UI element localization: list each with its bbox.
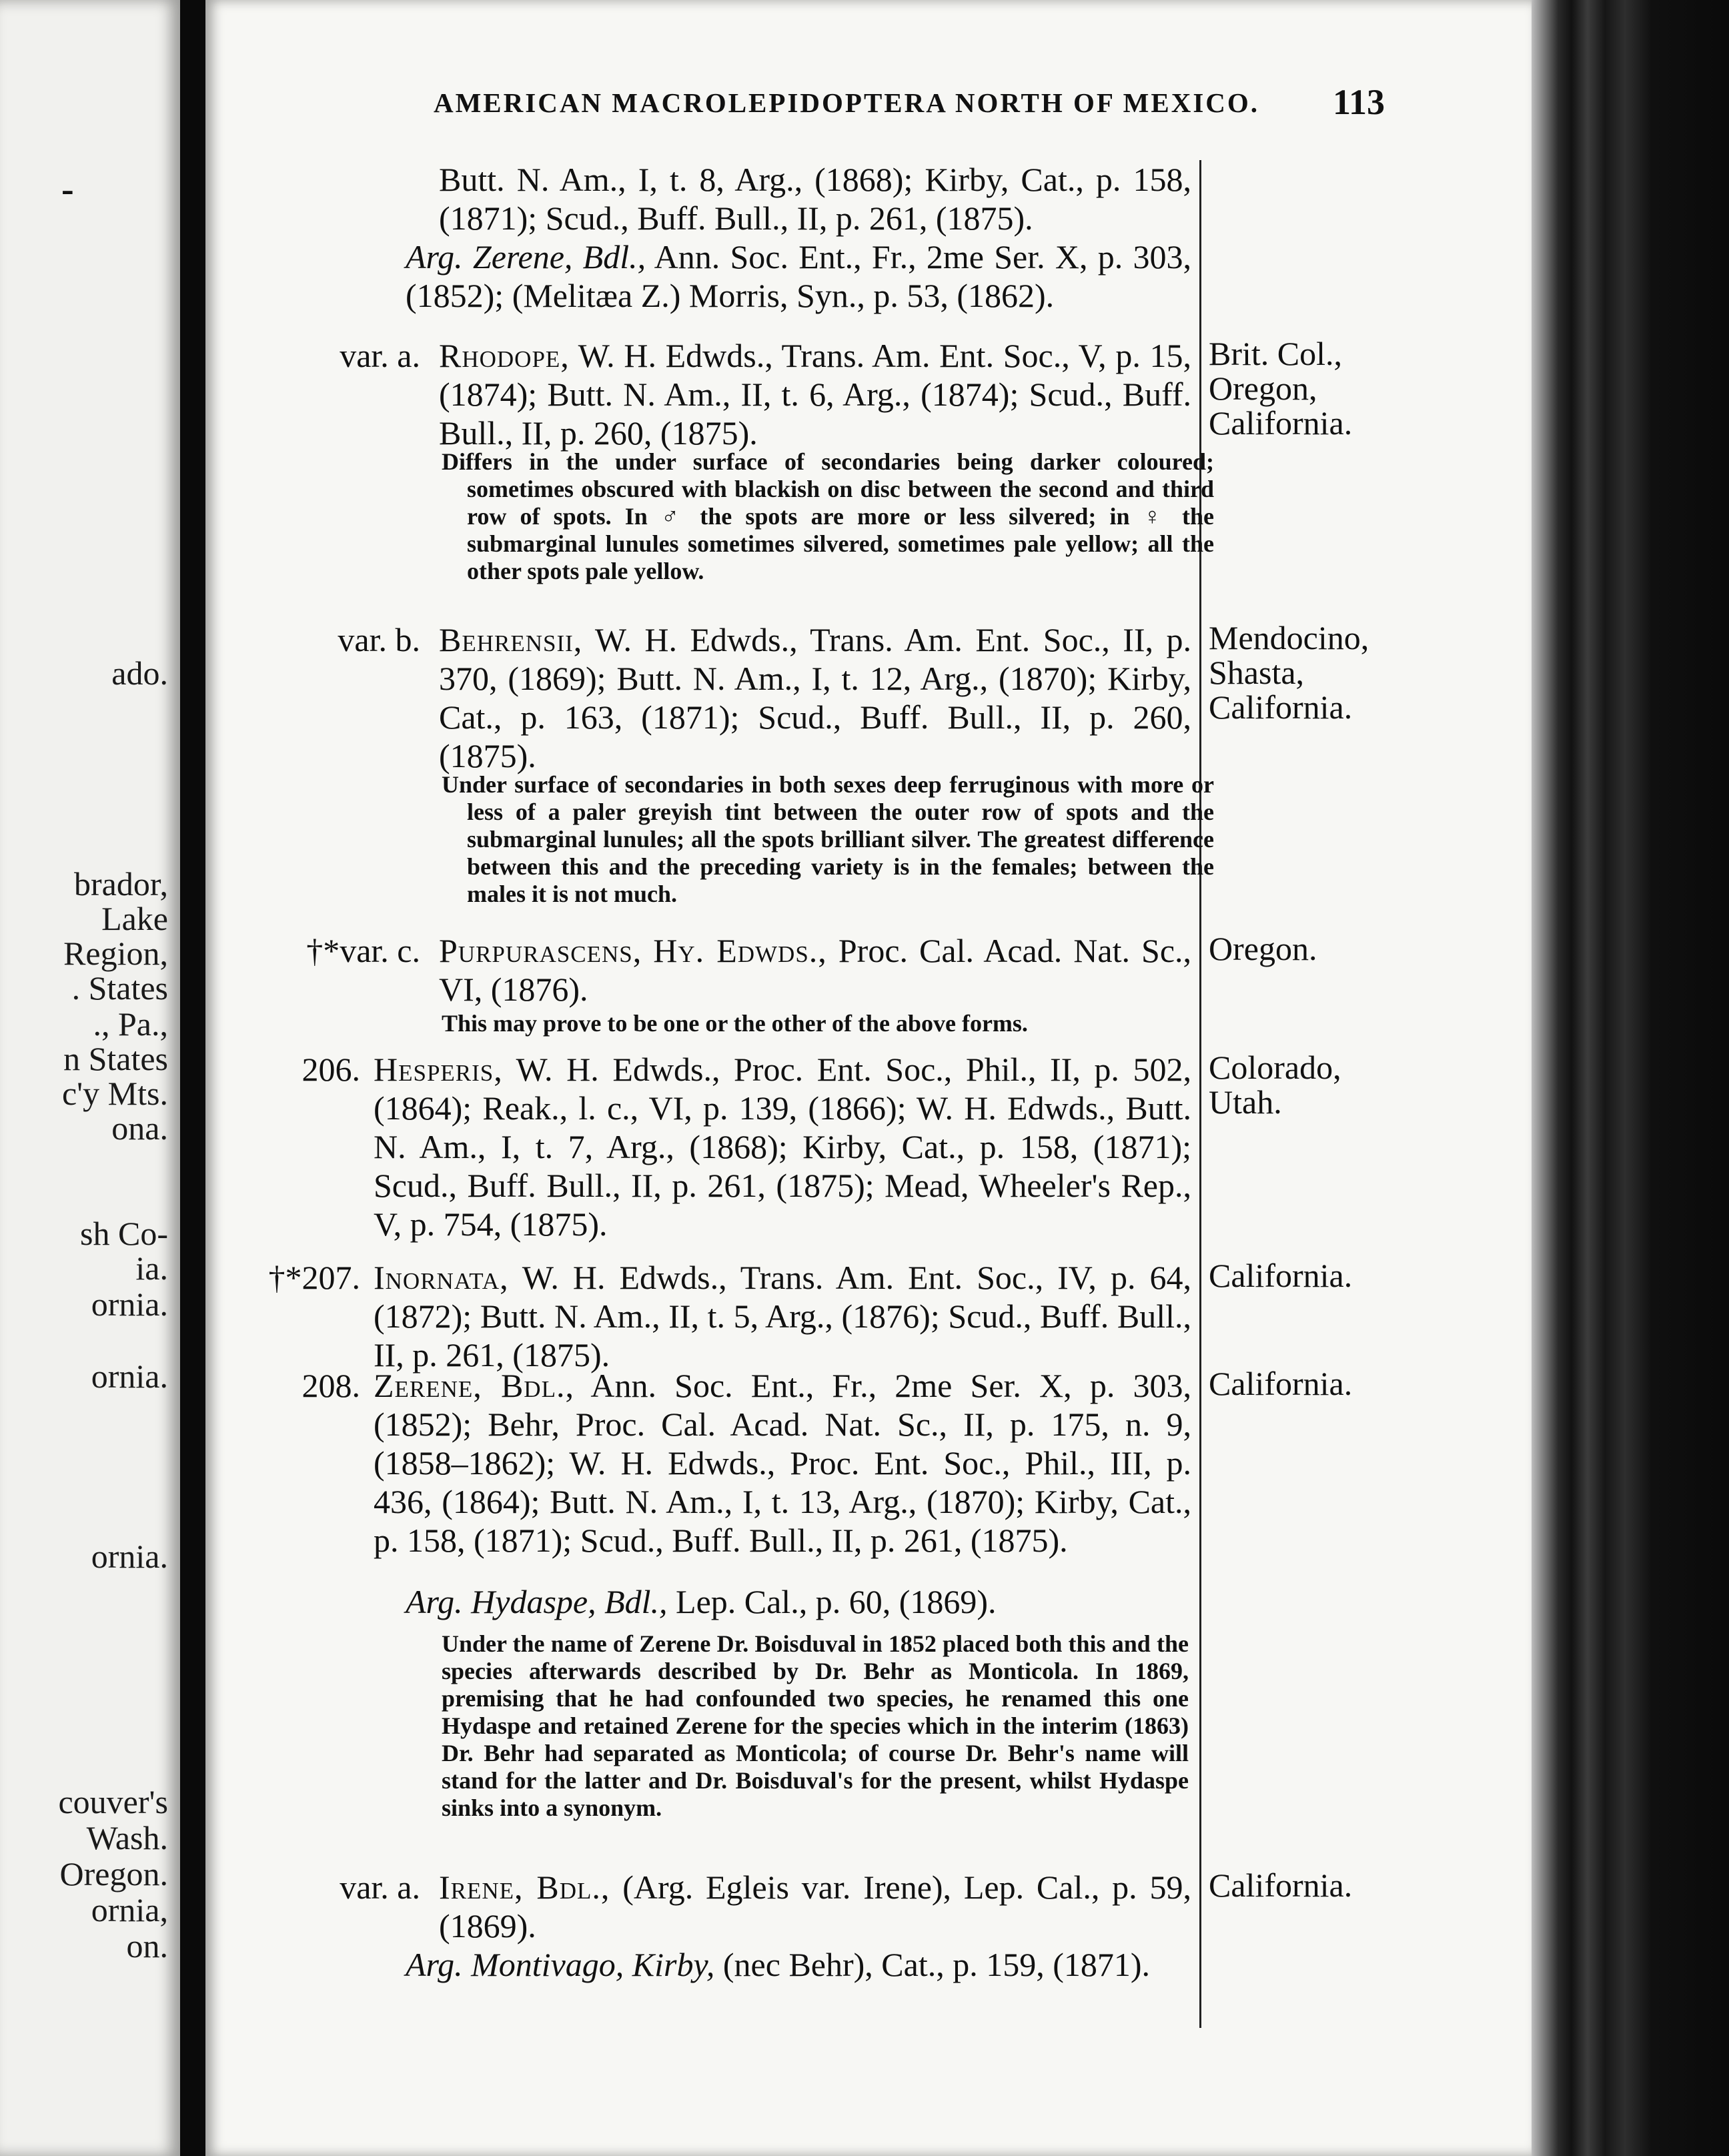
synonym-text: Lep. Cal., p. 60, (1869).: [676, 1583, 997, 1620]
synonym-line: [406, 1945, 1191, 1984]
entry-locality: Brit. Col., Oregon, California.: [1209, 335, 1353, 442]
species-name: Hesperis,: [374, 1051, 503, 1088]
left-fragment: n States: [63, 1040, 168, 1077]
left-fragment: ornia,: [91, 1891, 168, 1929]
left-fragment: ona.: [111, 1109, 168, 1147]
entry-text: Purpurascens, Hy. Edwds., Proc. Cal. Acad. Nat. Sc., VI, (1876).: [439, 932, 1192, 1008]
entry-text: Rhodope, W. H. Edwds., Trans. Am. Ent. Soc., V, p. 15, (1874); Butt. N. Am., II, t. 6, Arg., (1874); Scud., Buff. Bull., II, p. 260, (1875).: [439, 337, 1191, 452]
entry-note: Under surface of secondaries in both sexes deep ferruginous with more or less of a paler greyish tint between the outer row of spots and the submarginal lunules; all the spots brilliant silver. The greatest difference between this and the preceding variety is in the females; between the males it is not much.: [442, 771, 1214, 907]
synonym-name: Arg. Montivago, Kirby,: [406, 1946, 715, 1983]
left-fragment: Wash.: [86, 1819, 168, 1856]
page-number: 113: [1332, 82, 1385, 122]
left-fragment: ia.: [135, 1249, 168, 1287]
synonym-text: (nec Behr), Cat., p. 159, (1871).: [722, 1946, 1151, 1983]
synonym-name: Arg. Zerene, Bdl.,: [406, 238, 646, 276]
entry-number: †*var. c.: [306, 932, 420, 969]
left-fragment: brador,: [74, 865, 168, 903]
entry-number: 208.: [302, 1367, 360, 1404]
entry-number: var. a.: [340, 1868, 420, 1906]
left-fragment: ornia.: [91, 1358, 168, 1395]
left-fragment: Lake: [101, 900, 168, 937]
author-name: Hy. Edwds.,: [653, 932, 827, 969]
entry-text: Hesperis, W. H. Edwds., Proc. Ent. Soc., Phil., II, p. 502, (1864); Reak., l. c., VI, p. 139, (1866); W. H. Edwds., Butt. N. Am., I, t. 7, Arg., (1868); Kirby, Cat., p. 158, (1871); Scud., Buff. Bull., II, p. 261, (1875); Mead, Wheeler's Rep., V, p. 754, (1875).: [374, 1051, 1191, 1243]
left-fragment: Oregon.: [59, 1855, 168, 1893]
left-fragment: c'y Mts.: [61, 1075, 168, 1112]
entry-number: var. a.: [340, 337, 420, 374]
entry-locality: Oregon.: [1209, 930, 1317, 967]
left-fragment: ado.: [111, 654, 168, 692]
synonym-text: Ann. Soc. Ent., Fr., 2me Ser. X, p. 303, (1852); (Melitæa Z.) Morris, Syn., p. 53, (1862).: [406, 238, 1191, 314]
left-fragment: sh Co-: [80, 1215, 168, 1252]
left-fragment: on.: [126, 1927, 168, 1965]
locality-column-rule: [1199, 160, 1201, 2028]
entry-text: Irene, Bdl., (Arg. Egleis var. Irene), Lep. Cal., p. 59, (1869).: [439, 1868, 1191, 1945]
left-fragment: . States: [71, 969, 168, 1007]
synonym-name: Arg. Hydaspe, Bdl.,: [406, 1583, 668, 1620]
left-fragment: ornia.: [91, 1285, 168, 1323]
entry-locality: Colorado, Utah.: [1209, 1049, 1341, 1121]
entry-locality: California.: [1209, 1365, 1353, 1402]
entry-note: This may prove to be one or the other of the above forms.: [442, 1010, 1028, 1037]
book-gutter: [1532, 0, 1729, 2156]
entry-note: Differs in the under surface of secondaries being darker coloured; sometimes obscured with blackish on disc between the second and third row of spots. In ♂ the spots are more or less silvered; in ♀ the submarginal lunules sometimes silvered, sometimes pale yellow; all the other spots pale yellow.: [442, 448, 1214, 584]
left-fragment: ornia.: [91, 1538, 168, 1575]
left-fragment: Region,: [63, 935, 168, 972]
entry-number: †*207.: [268, 1259, 360, 1296]
synonym-line: [406, 237, 1191, 315]
entry-locality: California.: [1209, 1257, 1353, 1294]
species-name: Irene, Bdl.,: [439, 1868, 610, 1906]
entry-text: Zerene, Bdl., Ann. Soc. Ent., Fr., 2me Ser. X, p. 303, (1852); Behr, Proc. Cal. Acad. Nat. Sc., II, p. 175, n. 9, (1858–1862); W. H. Edwds., Proc. Ent. Soc., Phil., III, p. 436, (1864); Butt. N. Am., I, t. 13, Arg., (1870); Kirby, Cat., p. 158, (1871); Scud., Buff. Bull., II, p. 261, (1875).: [374, 1367, 1191, 1559]
species-name: Rhodope,: [439, 337, 570, 374]
synonym-line: [406, 1582, 1191, 1621]
left-page-dash: -: [61, 169, 74, 210]
entry-number: 206.: [302, 1051, 360, 1088]
entry-text: Butt. N. Am., I, t. 8, Arg., (1868); Kirby, Cat., p. 158, (1871); Scud., Buff. Bull., II, p. 261, (1875).: [439, 161, 1191, 237]
left-fragment: ., Pa.,: [93, 1005, 168, 1043]
entry-locality: California.: [1209, 1866, 1353, 1904]
entry-note: Under the name of Zerene Dr. Boisduval in 1852 placed both this and the species afterwards described by Dr. Behr as Monticola. In 1869, premising that he had confounded two species, he renamed this one Hydaspe and retained Zerene for the species which in the interim (1863) Dr. Behr had separated as Monticola; of course Dr. Behr's name will stand for the latter and Dr. Boisduval's for the present, whilst Hydaspe sinks into a synonym.: [442, 1630, 1189, 1821]
running-title: AMERICAN MACROLEPIDOPTERA NORTH OF MEXICO.: [434, 87, 1260, 118]
species-name: Inornata,: [374, 1259, 509, 1296]
entry-text: Inornata, W. H. Edwds., Trans. Am. Ent. Soc., IV, p. 64, (1872); Butt. N. Am., II, t. 5, Arg., (1876); Scud., Buff. Bull., II, p. 261, (1875).: [374, 1259, 1191, 1374]
species-name: Zerene, Bdl.,: [374, 1367, 574, 1404]
entry-text: Behrensii, W. H. Edwds., Trans. Am. Ent. Soc., II, p. 370, (1869); Butt. N. Am., I, t. 12, Arg., (1870); Kirby, Cat., p. 163, (1871); Scud., Buff. Bull., II, p. 260, (1875).: [439, 621, 1191, 774]
entry-locality: Mendocino, Shasta, California.: [1209, 619, 1369, 726]
entry-number: var. b.: [338, 621, 420, 658]
species-name: Behrensii,: [439, 621, 583, 658]
left-fragment: couver's: [58, 1783, 168, 1820]
species-name: Purpurascens,: [439, 932, 642, 969]
page-header: [227, 82, 1385, 133]
